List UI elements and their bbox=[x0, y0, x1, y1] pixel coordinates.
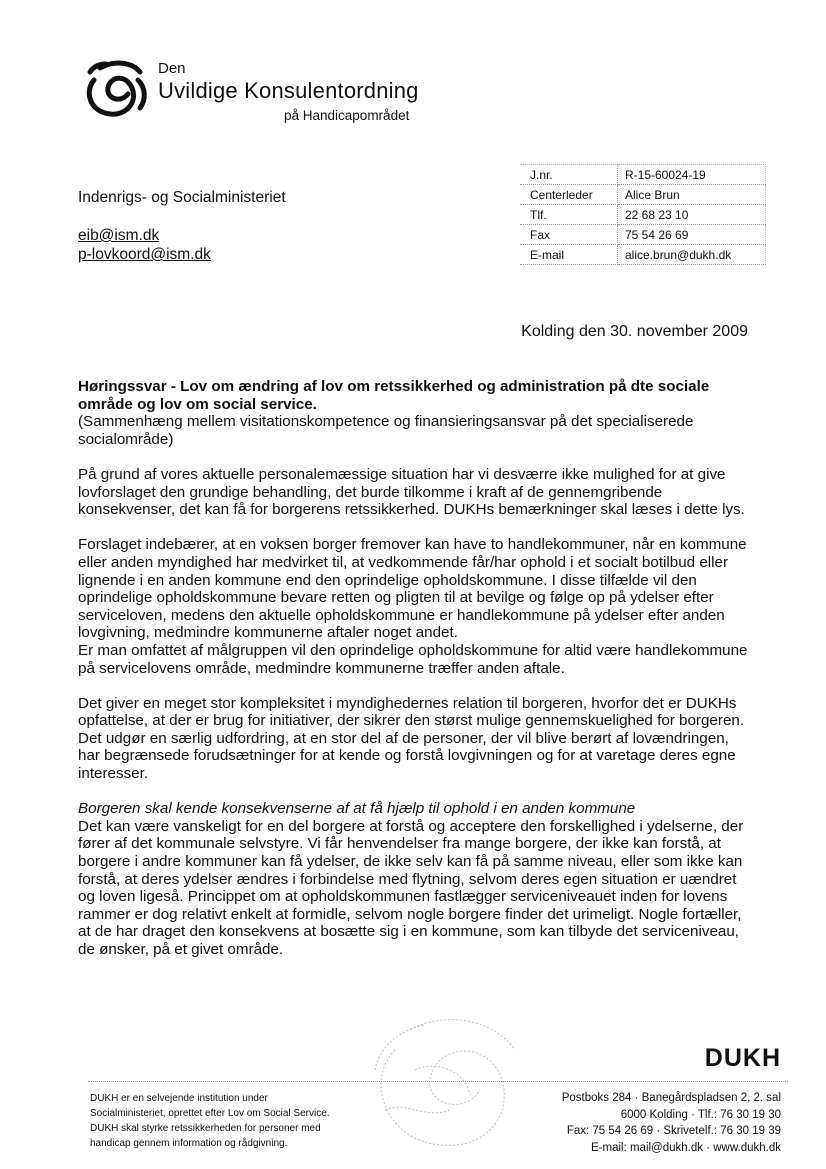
body-paragraph: Forslaget indebærer, at en voksen borger fremover kan have to handlekommuner, når en kommune eller anden myndighed har medvirket til, at vedkommende får/har ophold i et socialt botilbud eller lignende i en anden kommune end den oprindelige opholdskommune. I disse tilfælde vil den oprindelige opholdskommune bevare retten og pligten til at bevilge og følge op på ydelser efter serviceloven, medens den aktuelle opholdskommune er handlekommune på ydelser efter anden lovgivning, medmindre kommunerne aftaler noget andet. bbox=[78, 536, 747, 642]
section-heading: Borgeren skal kende konsekvenserne af at få hjælp til ophold i en anden kommune bbox=[78, 800, 636, 818]
footer-contact bbox=[562, 1090, 781, 1156]
letter-subject: Høringssvar - Lov om ændring af lov om retssikkerhed og administration på dte sociale område og lov om social service. bbox=[78, 378, 710, 413]
footer-contact-line: 6000 Kolding · Tlf.: 76 30 19 30 bbox=[620, 1108, 781, 1121]
letter-subject-subtitle: (Sammenhæng mellem visitationskompetence og finansieringsansvar på det specialiserede socialområde) bbox=[78, 413, 694, 448]
body-paragraph: Er man omfattet af målgruppen vil den oprindelige opholdskommune for altid være handlekommune på servicelovens område, medmindre kommunerne træffer anden aftale. bbox=[78, 641, 748, 677]
footer-description-line: DUKH skal styrke retssikkerheden for personer med bbox=[90, 1123, 321, 1134]
footer-divider bbox=[88, 1081, 788, 1082]
info-row-fax bbox=[520, 225, 766, 245]
info-row-jnr bbox=[520, 165, 766, 185]
recipient-email-link[interactable]: p-lovkoord@ism.dk bbox=[78, 246, 211, 263]
letter-body bbox=[78, 378, 750, 976]
info-row-email bbox=[520, 245, 766, 265]
info-row-tlf bbox=[520, 205, 766, 225]
footer-contact-line: Postboks 284 · Banegårdspladsen 2, 2. sal bbox=[561, 1092, 781, 1104]
footer-contact-line: Fax: 75 54 26 69 · Skrivetelf.: 76 30 19 39 bbox=[566, 1125, 781, 1137]
footer-contact-line: E-mail: mail@dukh.dk · www.dukh.dk bbox=[591, 1141, 781, 1154]
body-paragraph: På grund af vores aktuelle personalemæssige situation har vi desværre ikke mulighed for at give lovforslaget den grundige behandling, det burde tilkomme i kraft af de gennemgribende konsekvenser, det kan få for borgerens retssikkerhed. DUKHs bemærkninger skal læses i dette lys. bbox=[78, 465, 745, 519]
letter-date: Kolding den 30. november 2009 bbox=[521, 323, 748, 340]
info-value: 75 54 26 69 bbox=[618, 225, 766, 245]
info-value: Alice Brun bbox=[618, 185, 766, 205]
logo-text-den: Den bbox=[158, 60, 186, 77]
info-label: Tlf. bbox=[520, 205, 618, 225]
footer-logo: DUKH bbox=[704, 1044, 781, 1072]
footer-description-line: Socialministeriet, oprettet efter Lov om Social Service. bbox=[90, 1108, 330, 1119]
body-paragraph: Det giver en meget stor kompleksitet i myndighedernes relation til borgeren, hvorfor det er DUKHs opfattelse, at der er brug for initiativer, der sikrer den størst mulige gennemskuelighed for borgeren. Det udgør en særlig udfordring, at en stor del af de personer, der vil blive berørt af lovændringen, har begrænsede forudsætninger for at kende og forstå lovgivningen og for at varetage deres egne interesser. bbox=[78, 694, 745, 783]
info-value: R-15-60024-19 bbox=[618, 165, 766, 185]
footer-description bbox=[90, 1091, 330, 1151]
info-label: Centerleder bbox=[520, 185, 618, 205]
footer-description-line: DUKH er en selvejende institution under bbox=[90, 1093, 268, 1104]
info-value: alice.brun@dukh.dk bbox=[618, 245, 766, 265]
logo-text-main: Uvildige Konsulentordning bbox=[158, 78, 419, 103]
footer-description-line: handicap gennem information og rådgivning. bbox=[90, 1138, 288, 1149]
info-value: 22 68 23 10 bbox=[618, 205, 766, 225]
recipient-name: Indenrigs- og Socialministeriet bbox=[78, 189, 286, 206]
reference-info-table bbox=[520, 164, 766, 265]
info-label: E-mail bbox=[520, 245, 618, 265]
section-paragraph: Det kan være vanskeligt for en del borgere at forstå og acceptere den forskellighed i ydelserne, der fører af det kommunale selvstyre. Vi får henvendelser fra mange borgere, der ikke kan forstå, at borgere i andre kommuner kan få ydelser, de ikke selv kan få på samme niveau, eller som ikke kan forstå, at deres ydelser ændres i forbindelse med flytning, selvom deres egen situation er uændret og loven ligeså. Princippet om at opholdskommunen fastlægger serviceniveauet inden for lovens rammer er dog relativt enkelt at formidle, selvom nogle borgere finder det urimeligt. Nogle fortæller, at de har draget den konsekvens at bosætte sig i en kommune, som kan tilbyde det serviceniveau, de ønsker, på et givet område. bbox=[78, 817, 744, 958]
info-row-centerleder bbox=[520, 185, 766, 205]
recipient-email-link[interactable]: eib@ism.dk bbox=[78, 227, 160, 244]
organization-logo-icon bbox=[80, 58, 154, 120]
info-label: J.nr. bbox=[520, 165, 618, 185]
info-label: Fax bbox=[520, 225, 618, 245]
watermark-logo-icon bbox=[355, 1010, 525, 1160]
logo-text-sub: på Handicapområdet bbox=[284, 108, 410, 123]
